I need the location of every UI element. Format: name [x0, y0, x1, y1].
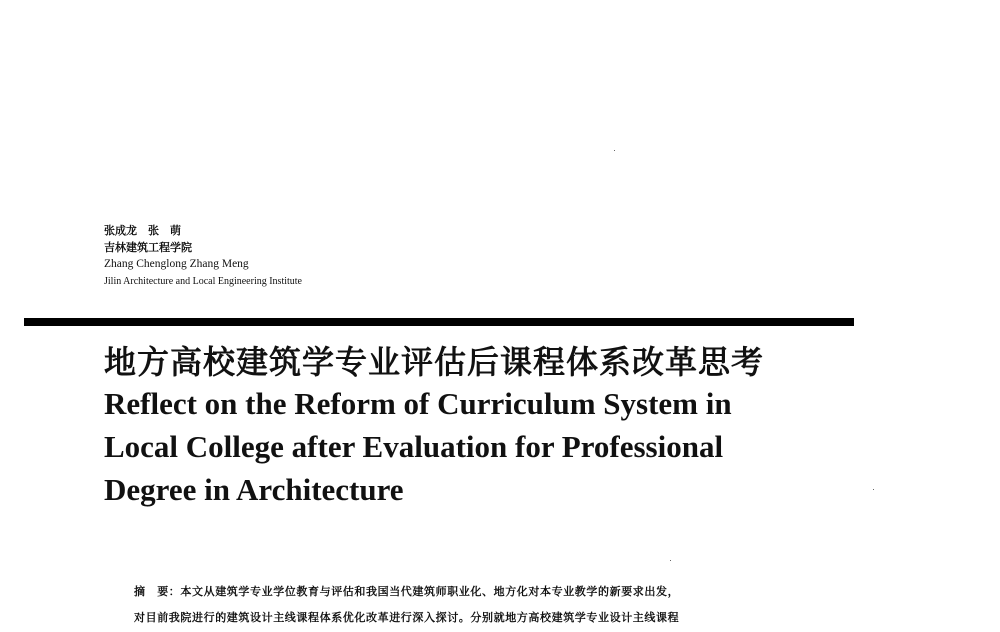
institution-zh: 吉林建筑工程学院 — [104, 241, 192, 254]
scan-speck — [670, 560, 671, 561]
title-english-line: Reflect on the Reform of Curriculum System in — [104, 386, 732, 421]
author-byline — [104, 222, 524, 290]
title-english-line: Local College after Evaluation for Professional — [104, 429, 724, 464]
title-chinese: 地方高校建筑学专业评估后课程体系改革思考 — [104, 343, 765, 381]
title-english-line: Degree in Architecture — [104, 472, 404, 507]
scan-speck — [614, 150, 615, 151]
abstract-line: 摘 要：本文从建筑学专业学位教育与评估和我国当代建筑师职业化、地方化对本专业教学的新要求出发， — [134, 585, 680, 598]
author-names-zh: 张成龙 张 萌 — [104, 224, 181, 237]
scan-speck — [873, 489, 874, 490]
abstract — [134, 579, 894, 631]
title-english — [104, 382, 864, 511]
abstract-line: 对目前我院进行的建筑设计主线课程体系优化改革进行深入探讨。分别就地方高校建筑学专业设计主线课程 — [134, 611, 680, 624]
institution-en: Jilin Architecture and Local Engineering Institute — [104, 276, 302, 287]
author-names-en: Zhang Chenglong Zhang Meng — [104, 258, 249, 270]
header-rule — [24, 318, 854, 326]
